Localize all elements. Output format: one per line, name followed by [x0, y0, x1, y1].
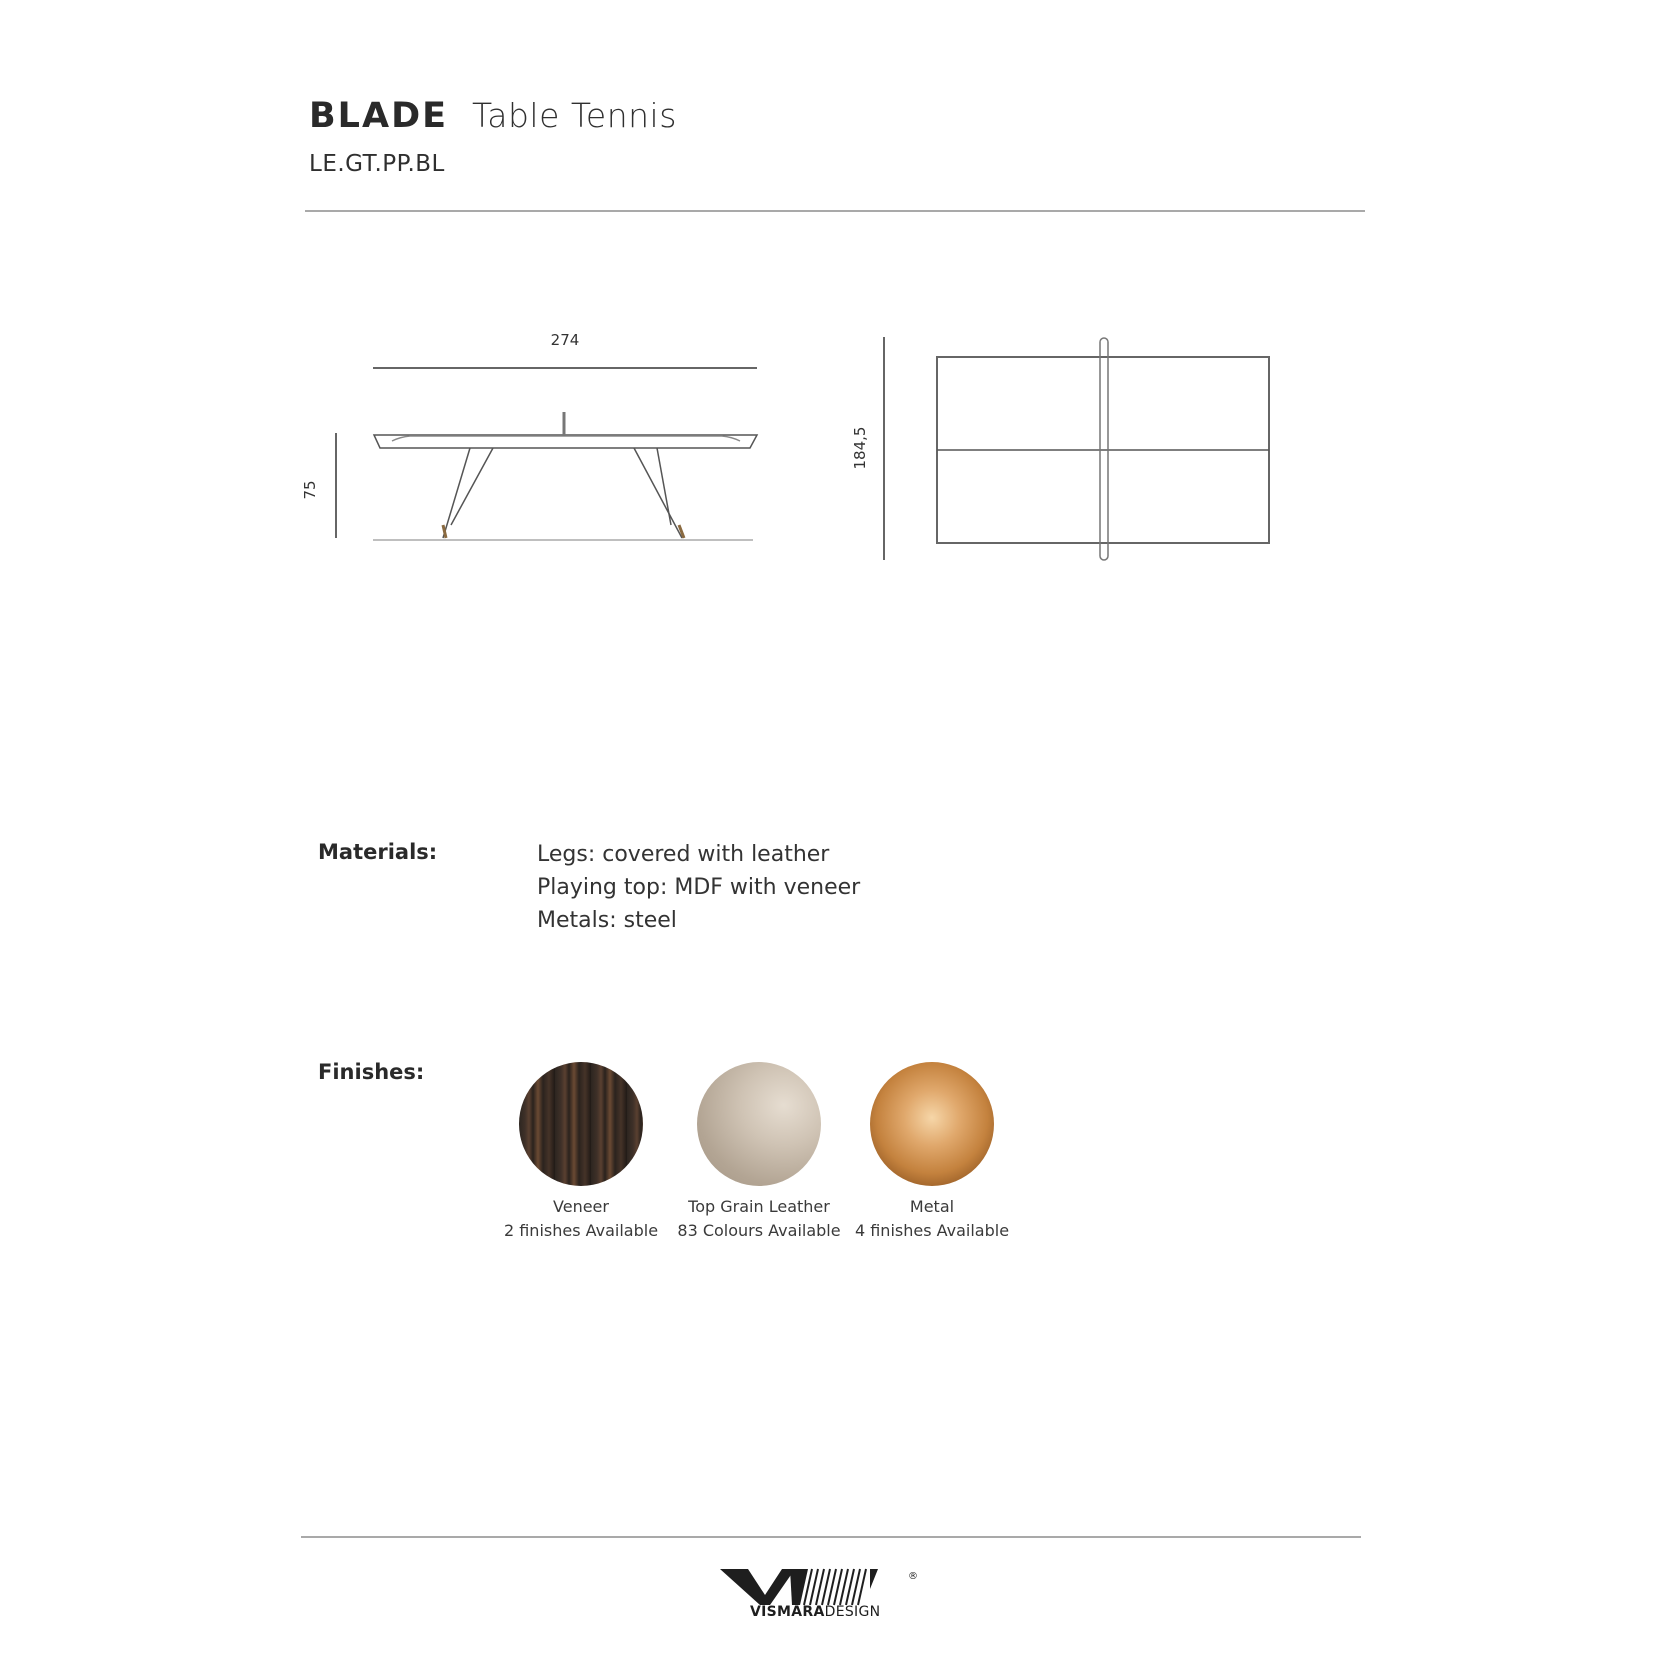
finish-name: Veneer	[553, 1197, 609, 1216]
product-type: Table Tennis	[472, 96, 677, 135]
finish-caption-metal	[832, 1195, 1032, 1243]
logo-light: DESIGN	[824, 1604, 881, 1620]
bottom-divider	[301, 1536, 1361, 1538]
finish-name: Metal	[909, 1197, 955, 1216]
finish-caption-leather	[659, 1195, 859, 1243]
length-label: 274	[550, 331, 580, 349]
registered-mark: ®	[908, 1571, 918, 1582]
side-view	[336, 368, 757, 540]
materials-item: Playing top: MDF with veneer	[537, 875, 861, 900]
height-label: 75	[301, 480, 319, 500]
materials-list	[537, 838, 860, 937]
finish-name: Top Grain Leather	[688, 1197, 830, 1216]
materials-label: Materials:	[318, 840, 438, 864]
top-view	[884, 337, 1269, 560]
materials-item: Legs: covered with leather	[537, 842, 830, 867]
logo-wordmark	[750, 1604, 880, 1620]
veneer-swatch	[519, 1062, 643, 1186]
finish-availability: 2 finishes Available	[503, 1221, 659, 1240]
vismara-logo	[720, 1567, 920, 1607]
leg-left-b	[451, 448, 493, 525]
leather-swatch	[697, 1062, 821, 1186]
logo-bold: VISMARA	[750, 1604, 825, 1620]
finish-availability: 83 Colours Available	[677, 1221, 841, 1240]
table-top-side	[374, 435, 757, 448]
leg-right-a	[634, 448, 682, 538]
net-plan	[1100, 338, 1108, 560]
leg-right-b	[657, 448, 671, 525]
product-code: LE.GT.PP.BL	[309, 151, 445, 177]
metal-swatch	[870, 1062, 994, 1186]
technical-drawing	[0, 0, 1663, 700]
finishes-label: Finishes:	[318, 1060, 425, 1084]
materials-item: Metals: steel	[537, 908, 677, 933]
width-label: 184,5	[851, 426, 869, 470]
finish-availability: 4 finishes Available	[854, 1221, 1010, 1240]
product-name: BLADE	[309, 96, 449, 136]
leg-left-a	[443, 448, 470, 538]
finish-caption-veneer	[481, 1195, 681, 1243]
